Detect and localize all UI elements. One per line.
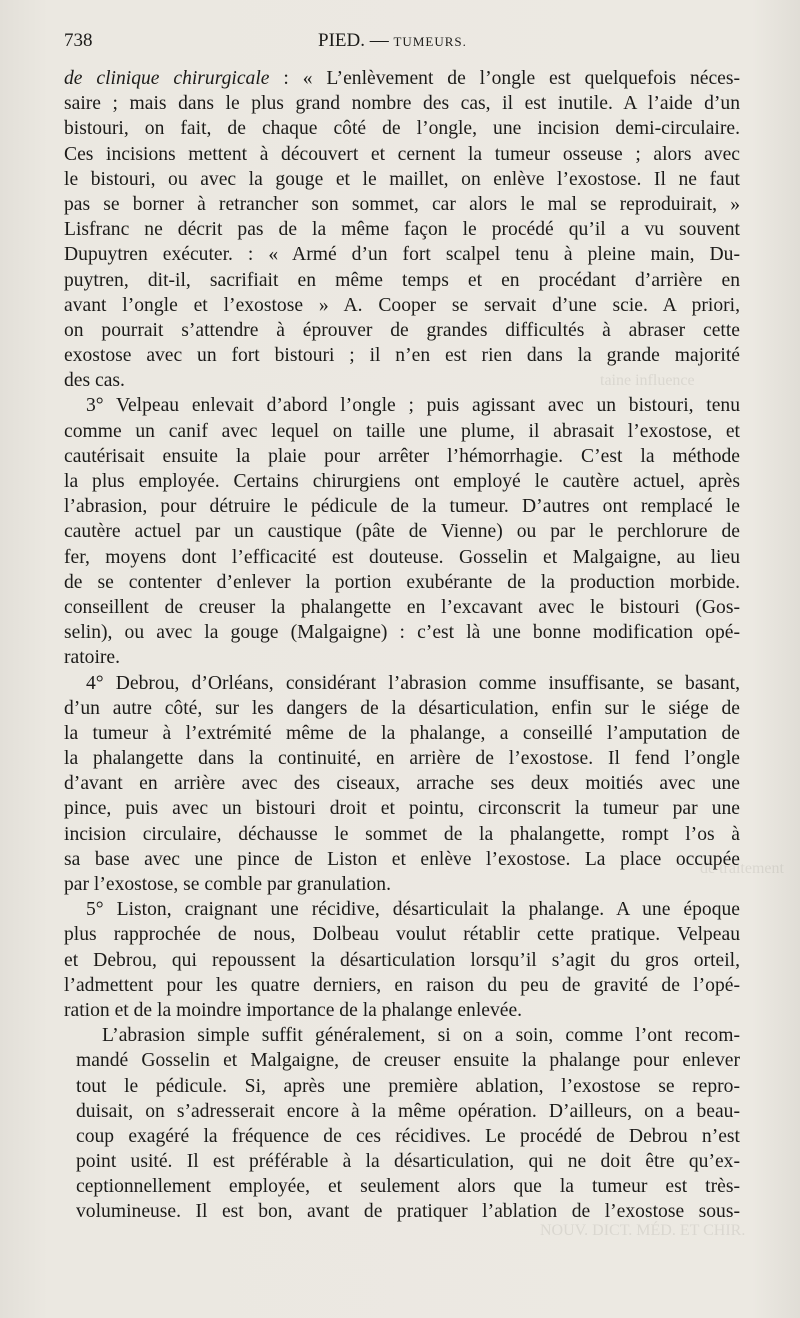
text-line: fer, moyens dont l’efficacité est douteuse. Gosselin et Malgaigne, au lieu [64,546,740,568]
text-line: Lisfranc ne décrit pas de la même façon le procédé qu’il a vu souvent [64,219,740,241]
text-line: pas se borner à retrancher son sommet, car alors le mal se reproduirait, » [64,193,740,215]
show-through-text: de traitement [700,860,784,877]
text-line: comme un canif avec lequel on taille une plume, il abrasait l’exostose, et [64,420,740,442]
text-line: bistouri, on fait, de chaque côté de l’ongle, une incision demi-circulaire. [64,118,740,140]
text-line: puytren, dit-il, sacrifiait en même temps et en procédant d’arrière en [64,269,740,291]
text-line: duisait, on s’adresserait encore à la même opération. D’ailleurs, on a beau- [76,1100,740,1122]
text-line: d’avant en arrière avec des ciseaux, arrache ses deux moitiés avec une [64,773,740,795]
show-through-text: NOUV. DICT. MÉD. ET CHIR. [540,1222,746,1239]
text-line: selin), ou avec la gouge (Malgaigne) : c’est là une bonne modification opé- [64,622,740,644]
text-line: conseillent de creuser la phalangette en l’excavant avec le bistouri (Gos- [64,596,740,618]
text-line: la plus employée. Certains chirurgiens ont employé le cautère actuel, après [64,471,740,492]
text-line: l’admettent pour les quatre derniers, en raison du peu de gravité de l’opé- [64,974,740,996]
text-line: des cas. [64,370,125,392]
text-line: Dupuytren exécuter. : « Armé d’un fort scalpel tenu à pleine main, Du- [64,244,740,266]
text-line: L’abrasion simple suffit généralement, si on a soin, comme l’ont recom- [102,1025,740,1047]
text-line: saire ; mais dans le plus grand nombre des cas, il est inutile. A l’aide d’un [64,93,740,115]
text-line: coup exagéré la fréquence de ces récidives. Le procédé de Debrou n’est [76,1125,740,1147]
text-line: ceptionnellement employée, et seulement alors que la tumeur est très- [76,1176,740,1198]
text-line: volumineuse. Il est bon, avant de pratiquer l’ablation de l’exostose sous- [76,1201,740,1223]
text-line: 3° Velpeau enlevait d’abord l’ongle ; puis agissant avec un bistouri, tenu [86,395,740,417]
show-through-text: taine influence [600,372,695,389]
text-line: ration et de la moindre importance de la phalange enlevée. [64,999,523,1021]
page-number: 738 [64,30,93,51]
text-line: on pourrait s’attendre à éprouver de grandes difficultés à abraser cette [64,319,740,341]
text-line: et Debrou, qui repoussent la désarticulation lorsqu’il s’agit du gros orteil, [64,949,740,971]
book-title-fragment: de clinique chirurgicale [64,68,284,89]
text-line: avant l’ongle et l’exostose » A. Cooper se servait d’une scie. A priori, [64,294,740,316]
text-line: mandé Gosselin et Malgaigne, de creuser ensuite la phalange pour enlever [76,1050,740,1072]
text-line: Ces incisions mettent à découvert et cernent la tumeur osseuse ; alors avec [64,143,740,165]
text-line: exostose avec un fort bistouri ; il n’en est rien dans la grande majorité [64,345,740,367]
text-line: la phalangette dans la continuité, en arrière de l’exostose. Il fend l’ongle [64,748,740,770]
text-line: la tumeur à l’extrémité même de la phalange, a conseillé l’amputation de [64,722,740,744]
page-header [64,30,740,60]
text-line: cautérisait ensuite la plaie pour arrêter l’hémorrhagie. C’est la méthode [64,445,740,467]
text-line: sa base avec une pince de Liston et enlève l’exostose. La place occupée [64,848,740,870]
text-line: tout le pédicule. Si, après une première ablation, l’exostose se repro- [76,1075,740,1097]
text-line: d’un autre côté, sur les dangers de la désarticulation, enfin sur le siége de [64,697,740,719]
text-line: ratoire. [64,647,121,669]
text-line: de clinique chirurgicale : « L’enlèvement de l’ongle est quelquefois néces- [64,68,740,89]
text-line: cautère actuel par un caustique (pâte de Vienne) ou par le perchlorure de [64,521,740,543]
text-line: de se contenter d’enlever la portion exubérante de la production morbide. [64,571,740,593]
text-line: par l’exostose, se comble par granulation. [64,874,391,895]
body-text [64,66,740,1225]
text-line: plus rapprochée de nous, Dolbeau voulut rétablir cette pratique. Velpeau [64,924,740,946]
text-line: le bistouri, ou avec la gouge et le maillet, on enlève l’exostose. Il ne faut [64,168,740,190]
text-line: incision circulaire, déchausse le sommet de la phalangette, rompt l’os à [64,823,740,845]
text-line: pince, puis avec un bistouri droit et pointu, circonscrit la tumeur par une [64,798,740,820]
text-line: l’abrasion, pour détruire le pédicule de la tumeur. D’autres ont remplacé le [64,496,740,518]
running-title-main: PIED. — [318,30,389,51]
running-title [318,30,467,52]
running-title-sub: TUMEURS. [393,34,467,49]
text-line: 5° Liston, craignant une récidive, désarticulait la phalange. A une époque [86,899,740,921]
text-line: point usité. Il est préférable à la désarticulation, qui ne doit être qu’ex- [76,1151,740,1173]
text-line: 4° Debrou, d’Orléans, considérant l’abrasion comme insuffisante, se basant, [86,672,740,694]
